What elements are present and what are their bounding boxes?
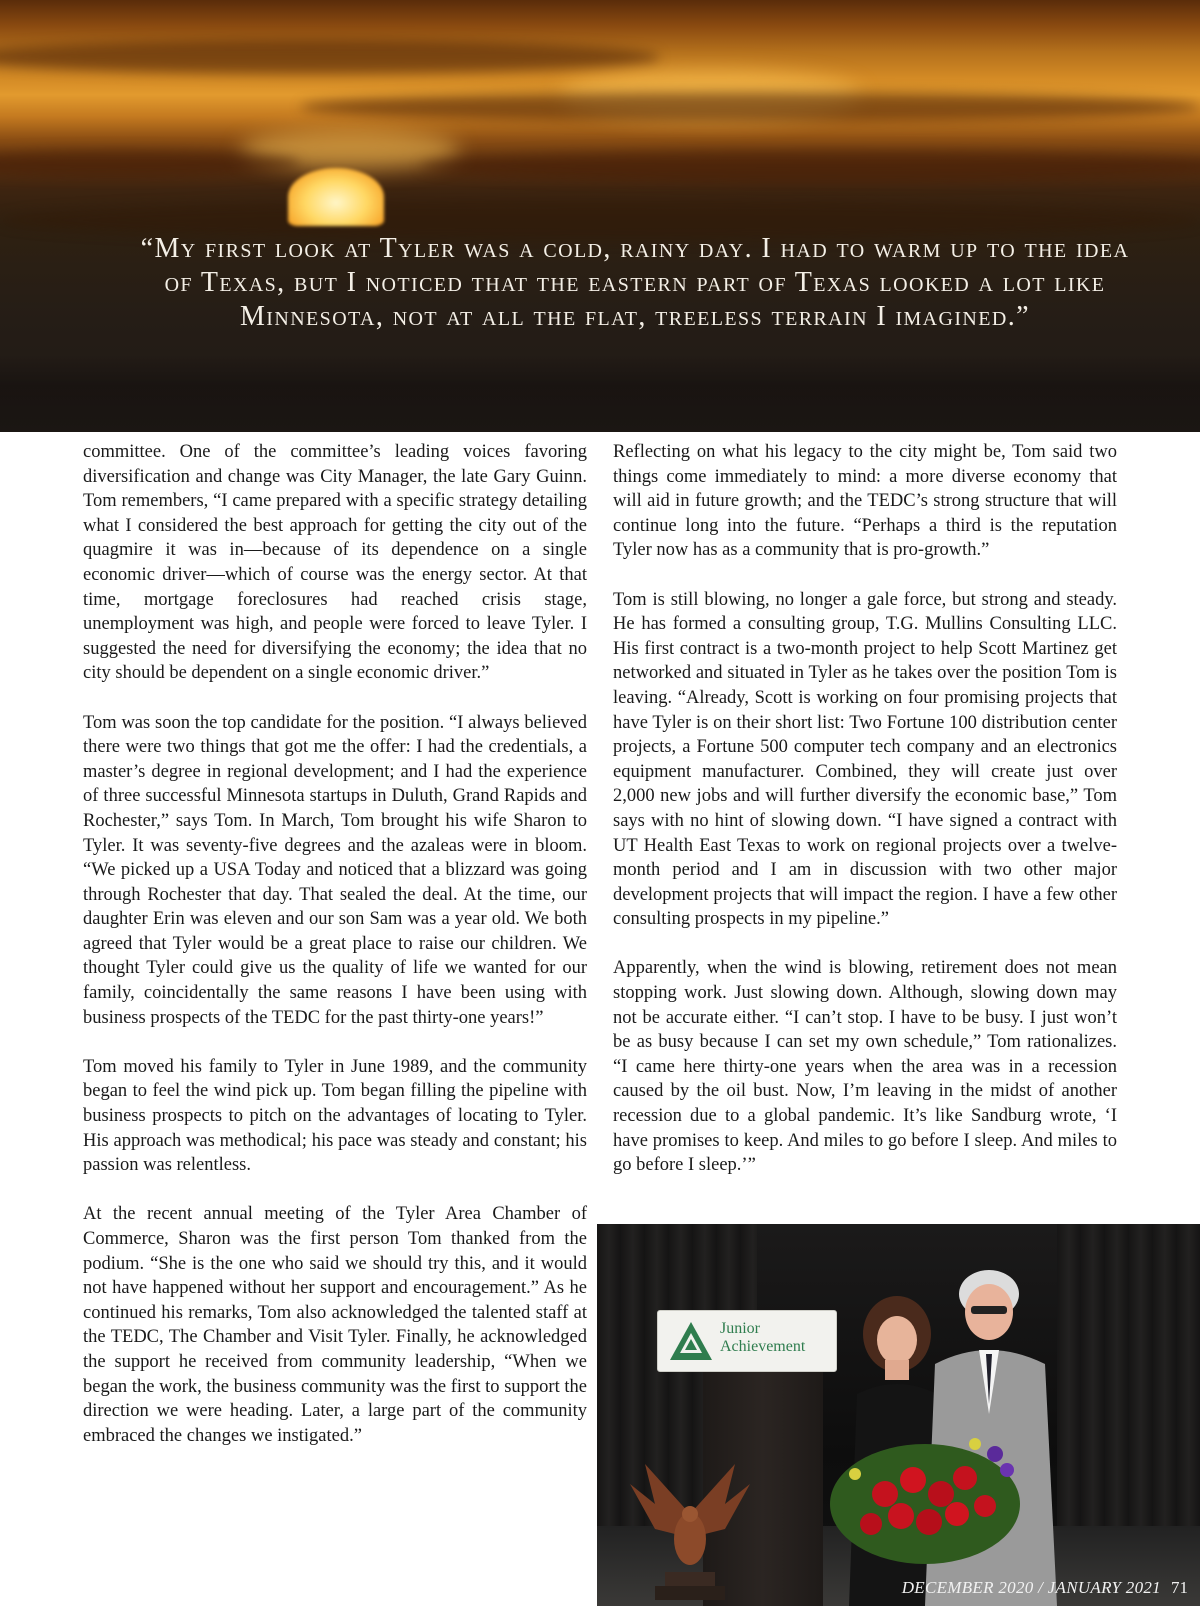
article-left-column (83, 440, 587, 1448)
article-paragraph: Tom was soon the top candidate for the position. “I always believed there were two things that got me the offer: I had the credentials, a master’s degree in regional development; and I had the experience of three successful Minnesota startups in Duluth, Grand Rapids and Rochester,” says Tom. In March, Tom brought his wife Sharon to Tyler. It was seventy-five degrees and the azaleas were in bloom. “We picked up a USA Today and noticed that a blizzard was going through Rochester that day. That sealed the deal. At the time, our daughter Erin was eleven and our son Sam was a year old. We both agreed that Tyler would be a great place to raise our children. We thought Tyler could give us the quality of life we wanted for our family, coincidentally the same reasons I have been using with business prospects of the TEDC for the past thirty-one years!” (83, 712, 587, 1028)
pull-quote: “My first look at Tyler was a cold, rainy day. I had to warm up to the idea of Texas, but I noticed that the eastern part of Texas looked a lot like Minnesota, not at all the flat, treeless terrain I imagined.” (140, 233, 1130, 332)
cloud-band (300, 92, 1200, 122)
setting-sun (288, 168, 384, 226)
cloud-band (0, 40, 660, 74)
rose-bouquet (825, 1414, 1025, 1574)
issue-date: DECEMBER 2020 / JANUARY 2021 (901, 1578, 1161, 1597)
junior-achievement-sign (657, 1310, 837, 1372)
sign-text-line: Junior (720, 1320, 760, 1337)
article-paragraph: Tom is still blowing, no longer a gale force, but strong and steady. He has formed a consulting group, T.G. Mullins Consulting LLC. His first contract is a two-month project to help Scott Martinez get networked and situated in Tyler as he takes over the position Tom is leaving. “Already, Scott is working on four promising projects that have Tyler is on their short list: Two Fortune 100 distribution center projects, a Fortune 500 computer tech company and an electronics equipment manufacturer. Combined, they will create just over 2,000 new jobs and will further diversify the economic base,” Tom says with no hint of slowing down. “I have signed a contract with UT Health East Texas to work on regional projects over a twelve-month period and I am in discussion with two other major development projects that will impact the region. I have a few other consulting prospects in my pipeline.” (613, 589, 1117, 930)
page-footer (902, 1578, 1188, 1598)
cloud-band (420, 150, 1200, 182)
junior-achievement-logo-icon (668, 1319, 714, 1363)
event-photo (597, 1224, 1200, 1606)
hero-sunset-photo (0, 0, 1200, 432)
horizon-ridge (0, 355, 1200, 432)
article-right-column (613, 440, 1117, 1178)
page-number: 71 (1171, 1578, 1188, 1597)
sign-text-line: Achievement (720, 1338, 806, 1355)
eagle-trophy-icon (625, 1454, 755, 1604)
article-paragraph: At the recent annual meeting of the Tyler Area Chamber of Commerce, Sharon was the first person Tom thanked from the podium. “She is the one who said we should try this, and it would not have happened without her support and encouragement.” As he continued his remarks, Tom also acknowledged the talented staff at the TEDC, The Chamber and Visit Tyler. Finally, he acknowledged the support he received from community leadership, “When we began the work, the business community was the first to support the direction we were heading. Later, a large part of the community embraced the changes we instigated.” (83, 1204, 587, 1446)
sign-text (720, 1320, 832, 1356)
article-paragraph: Apparently, when the wind is blowing, retirement does not mean stopping work. Just slowing down. Although, slowing down may not be accurate either. “I can’t stop. I have to be busy. I just won’t be as busy because I can set my own schedule,” Tom rationalizes. “I came here thirty-one years when the area was in a recession caused by the oil bust. Now, I’m leaving in the midst of another recession due to a global pandemic. It’s like Sandburg wrote, ‘I have promises to keep. And miles to go before I sleep. And miles to go before I sleep.’” (613, 958, 1117, 1176)
article-paragraph: Reflecting on what his legacy to the city might be, Tom said two things come immediately to mind: a more diverse economy that will aid in future growth; and the TEDC’s strong structure that will continue long into the future. “Perhaps a third is the reputation Tyler now has as a community that is pro-growth.” (613, 442, 1117, 561)
article-paragraph: committee. One of the committee’s leading voices favoring diversification and change was City Manager, the late Gary Guinn. Tom remembers, “I came prepared with a specific strategy detailing what I considered the best approach for getting the city out of the quagmire it was in—because of its dependence on a single economic driver—which of course was the energy sector. At that time, mortgage foreclosures had reached crisis stage, unemployment was high, and people were forced to leave Tyler. I suggested the need for diversifying the economy; the idea that no city should be dependent on a single economic driver.” (83, 442, 587, 684)
article-paragraph: Tom moved his family to Tyler in June 1989, and the community began to feel the wind pick up. Tom began filling the pipeline with business prospects to pitch on the advantages of locating to Tyler. His approach was methodical; his pace was steady and constant; his passion was relentless. (83, 1056, 587, 1176)
cloud-band (0, 150, 300, 176)
